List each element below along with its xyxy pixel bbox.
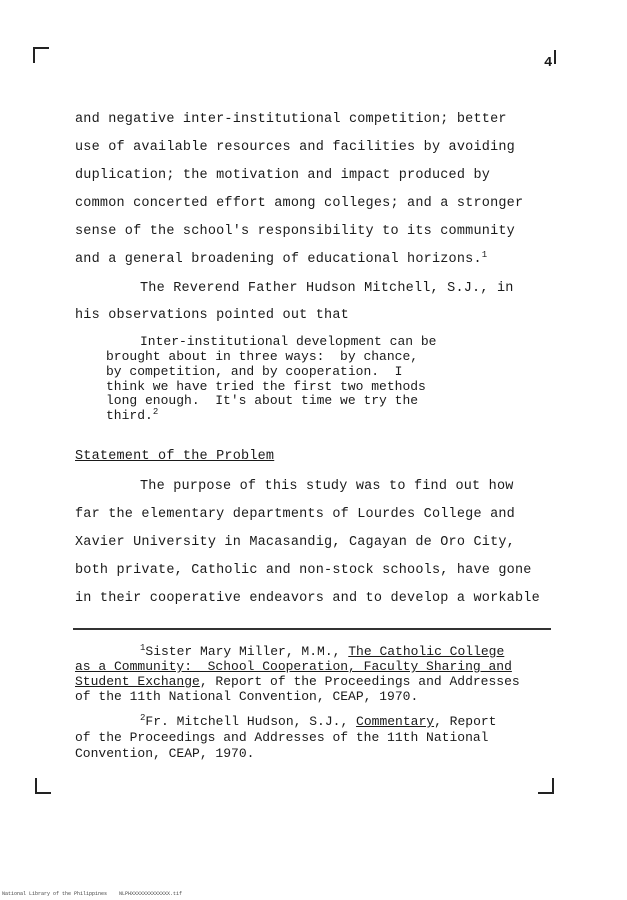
footnote-title: The Catholic College [348,644,505,659]
body-line: The Reverend Father Hudson Mitchell, S.J., in [140,281,514,296]
footnote-line: of the 11th National Convention, CEAP, 1970. [75,689,419,704]
footnote-line: of the Proceedings and Addresses of the 11th National [75,730,489,745]
quote-line: by competition, and by cooperation. I [106,364,403,379]
body-line-text: and a general broadening of educational horizons. [75,252,482,267]
quote-line [106,409,158,424]
scan-footer: National Library of the Philippines NLPHXXXXXXXXXXXXX.tif [2,891,183,897]
footnote-title: Student Exchange [75,674,200,689]
footnote-ref-2: 2 [152,407,159,417]
body-line [75,252,487,268]
crop-mark-top-left [33,47,49,63]
body-line: both private, Catholic and non-stock schools, have gone [75,563,532,578]
section-heading: Statement of the Problem [75,449,275,464]
footnote-line: Convention, CEAP, 1970. [75,746,255,761]
footnote-marker: 2 [140,713,146,723]
quote-line: Inter-institutional development can be [140,334,437,349]
body-line: use of available resources and facilities by avoiding [75,140,515,155]
quote-line: long enough. It's about time we try the [106,393,419,408]
footnote-author: Fr. Mitchell Hudson, S.J., [145,714,357,729]
footnote-line [140,645,504,659]
body-line: duplication; the motivation and impact produced by [75,168,491,183]
footnote-divider [73,628,551,630]
body-line: The purpose of this study was to find out how [140,479,514,494]
quote-line: brought about in three ways: by chance, [106,349,419,364]
footnote-text: , Report of the Proceedings and Addresses [199,674,520,689]
footnote-marker: 1 [140,643,146,653]
footnote-ref-1: 1 [481,250,488,260]
body-line: far the elementary departments of Lourdes College and [75,507,515,522]
footnote-title-line: as a Community: School Cooperation, Faculty Sharing and [75,659,512,674]
body-line: in their cooperative endeavors and to develop a workable [75,591,540,606]
quote-line: think we have tried the first two methods [106,379,426,394]
body-line: Xavier University in Macasandig, Cagayan de Oro City, [75,535,515,550]
footnote-line [140,715,496,729]
body-line: and negative inter-institutional competition; better [75,112,507,127]
body-line: sense of the school's responsibility to its community [75,224,515,239]
footnote-text: , Report [434,714,497,729]
page-number: 4 [544,55,553,71]
footnote-author: Sister Mary Miller, M.M., [145,644,349,659]
crop-mark-bottom-right [538,778,554,794]
body-line: his observations pointed out that [75,308,349,323]
quote-line-text: third. [106,408,153,423]
crop-mark-bottom-left [35,778,51,794]
body-line: common concerted effort among colleges; and a stronger [75,196,524,211]
footnote-title: Commentary [356,714,435,729]
footnote-line [75,675,520,689]
